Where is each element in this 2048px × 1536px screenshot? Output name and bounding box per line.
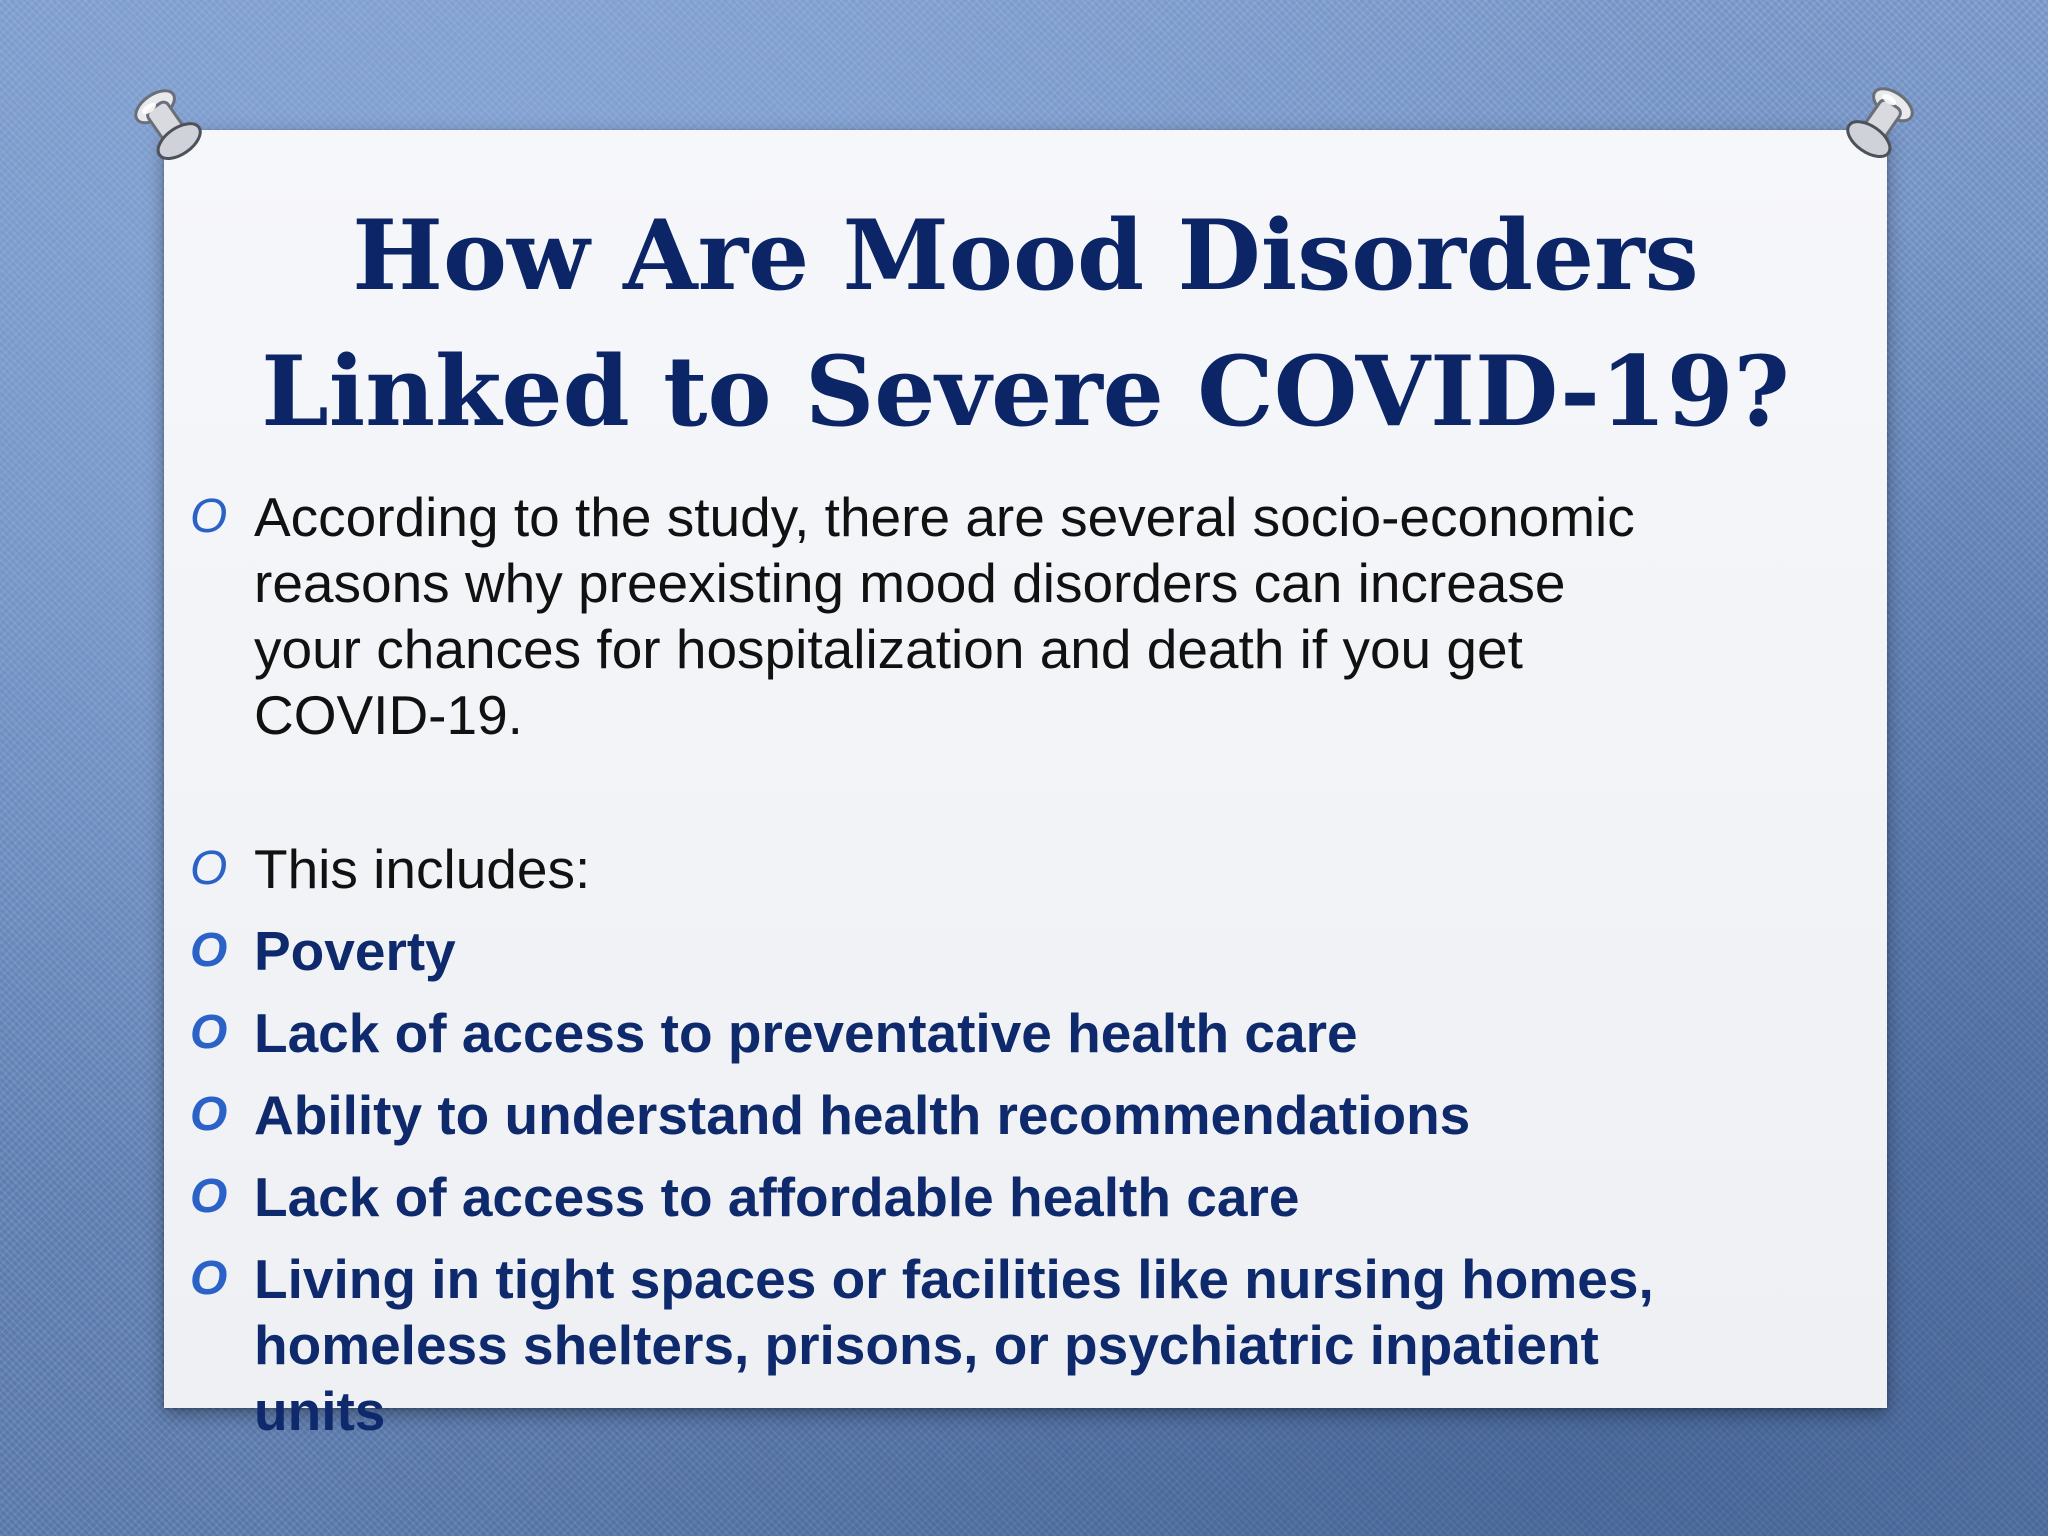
title-line-2: Linked to Severe COVID-19? [261, 335, 1790, 448]
bullet-includes [190, 836, 1890, 902]
bullet-factor-living-spaces [190, 1246, 1890, 1444]
factor-text: Poverty [254, 920, 456, 982]
bullet-list [190, 484, 1890, 1444]
factor-line: homeless shelters, prisons, or psychiatric inpatient [254, 1314, 1599, 1376]
bullet-factor-preventative-care [190, 1000, 1890, 1066]
bullet-marker: O [190, 924, 228, 977]
slide-title [164, 188, 1887, 460]
bullet-marker: O [190, 490, 228, 543]
bullet-intro [190, 484, 1890, 748]
bullet-marker: O [190, 1088, 228, 1141]
factor-text: Lack of access to affordable health care [254, 1166, 1300, 1228]
intro-line: your chances for hospitalization and death if you get [254, 618, 1523, 680]
title-line-1: How Are Mood Disorders [352, 199, 1699, 312]
bullet-factor-health-recommendations [190, 1082, 1890, 1148]
factor-text: Ability to understand health recommendations [254, 1084, 1471, 1146]
bullet-marker: O [190, 1006, 228, 1059]
bullet-factor-affordable-care [190, 1164, 1890, 1230]
bullet-marker: O [190, 1170, 228, 1223]
includes-label: This includes: [254, 838, 591, 900]
factor-text: Lack of access to preventative health care [254, 1002, 1358, 1064]
bullet-marker: O [190, 842, 228, 895]
intro-line: COVID-19. [254, 684, 523, 746]
intro-line: According to the study, there are several socio-economic [254, 486, 1635, 548]
factor-line: Living in tight spaces or facilities like nursing homes, [254, 1248, 1654, 1310]
bullet-marker: O [190, 1252, 228, 1305]
factor-line: units [254, 1380, 386, 1442]
bullet-factor-poverty [190, 918, 1890, 984]
intro-line: reasons why preexisting mood disorders can increase [254, 552, 1566, 614]
